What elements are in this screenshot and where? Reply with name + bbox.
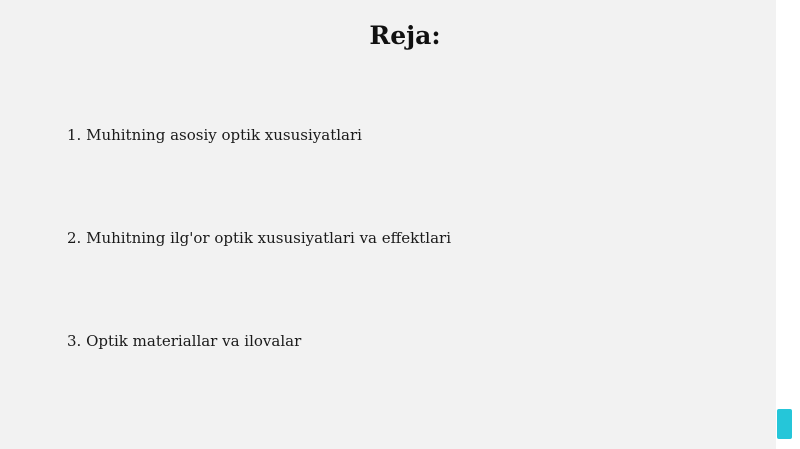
plan-item-1: 1. Muhitning asosiy optik xususiyatlari [67, 126, 362, 144]
plan-item-3: 3. Optik materiallar va ilovalar [67, 332, 302, 350]
scrollbar-thumb[interactable] [777, 409, 792, 439]
slide-title: Reja: [369, 21, 441, 50]
scrollbar-track[interactable] [776, 0, 800, 449]
plan-item-2: 2. Muhitning ilg'or optik xususiyatlari va effektlari [67, 229, 451, 247]
